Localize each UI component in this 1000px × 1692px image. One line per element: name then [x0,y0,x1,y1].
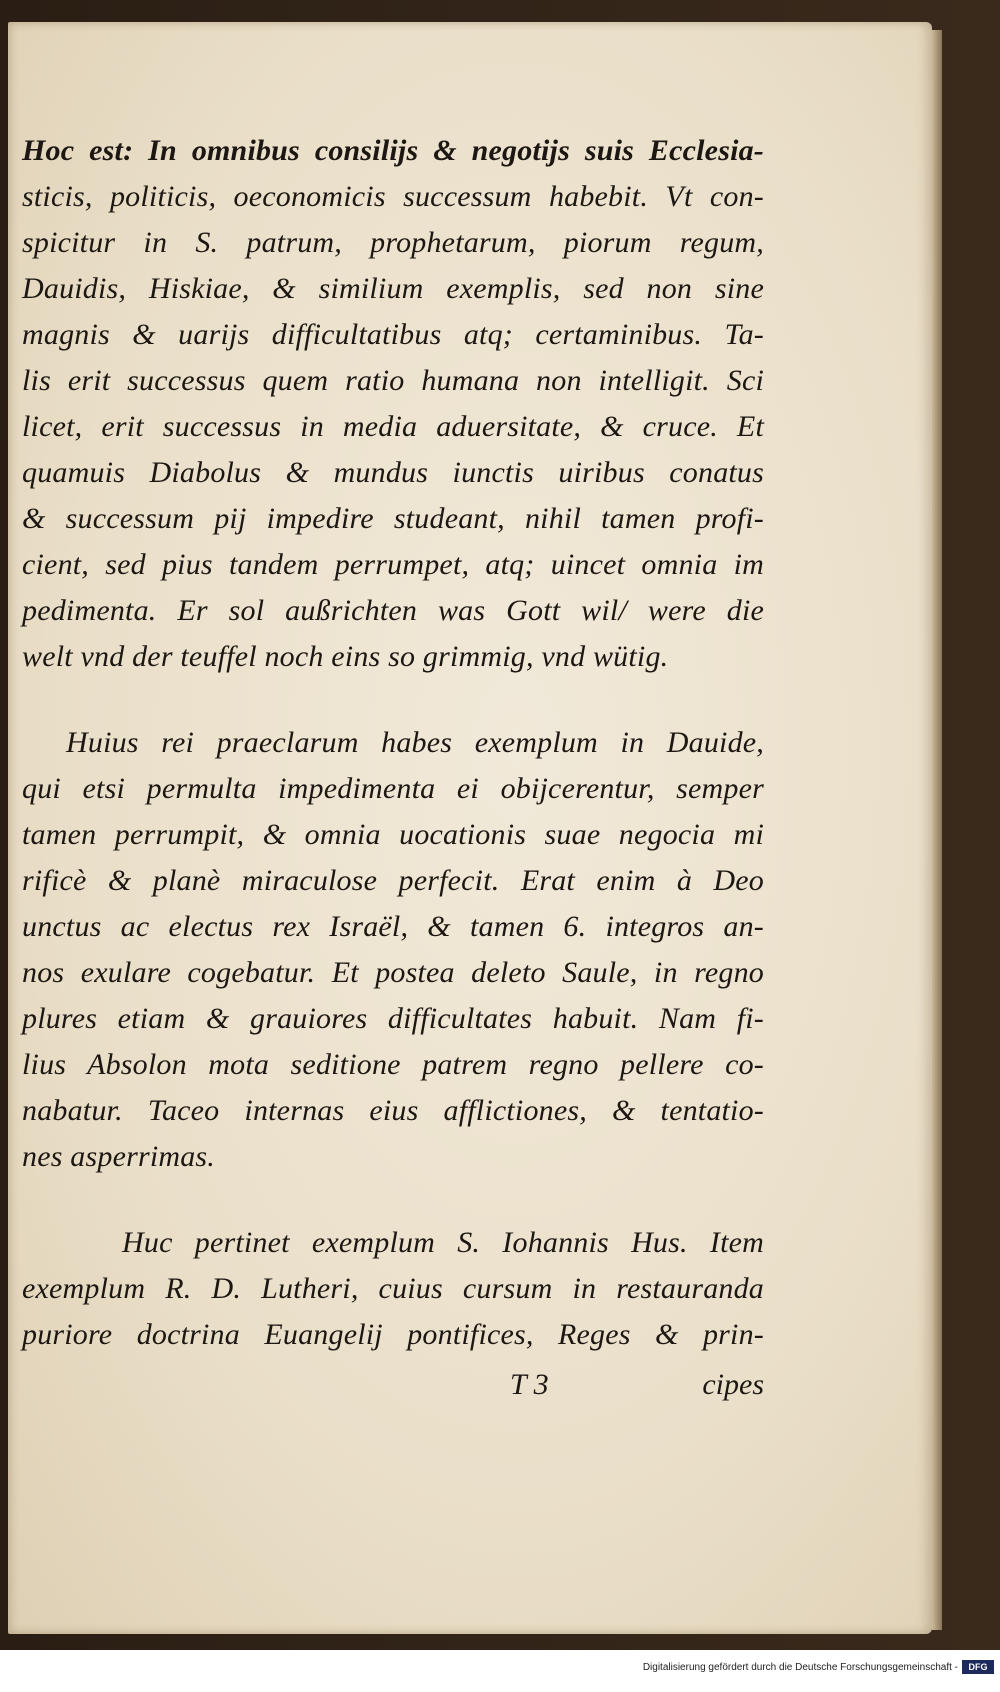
dfg-logo-icon: DFG [962,1660,994,1674]
text-line: Huius rei praeclarum habes exemplum in Dauide, [66,726,764,759]
text-block [22,128,764,1358]
text-line: & successum pij impedire studeant, nihil tamen profi- [22,502,764,535]
text-line: puriore doctrina Euangelij pontifices, Reges & prin- [22,1318,764,1351]
text-line: lius Absolon mota seditione patrem regno pellere co- [22,1048,764,1081]
text-line: welt vnd der teuffel noch eins so grimmig, vnd wütig. [22,640,669,673]
signature-row [22,1368,764,1414]
text-line: spicitur in S. patrum, prophetarum, piorum regum, [22,226,764,259]
text-line: pedimenta. Er sol außrichten was Gott wil/ were die [22,594,764,627]
text-line: quamuis Diabolus & mundus iunctis uiribus conatus [22,456,764,489]
text-line: sticis, politicis, oeconomicis successum habebit. Vt con- [22,180,764,213]
text-line: magnis & uarijs difficultatibus atq; certaminibus. Ta- [22,318,764,351]
text-line: Huc pertinet exemplum S. Iohannis Hus. Item [122,1226,764,1259]
paragraph-gap [22,680,764,720]
text-line: nos exulare cogebatur. Et postea deleto Saule, in regno [22,956,764,989]
text-line: exemplum R. D. Lutheri, cuius cursum in restauranda [22,1272,764,1305]
footer-credit: Digitalisierung gefördert durch die Deutsche Forschungsgemeinschaft - [642,1662,958,1673]
text-line: cient, sed pius tandem perrumpet, atq; uincet omnia im [22,548,764,581]
text-line: Hoc est: In omnibus consilijs & negotijs suis Ecclesia- [22,134,764,167]
text-line: qui etsi permulta impedimenta ei obijcerentur, semper [22,772,764,805]
signature-mark: T 3 [510,1368,549,1401]
text-line: Dauidis, Hiskiae, & similium exemplis, sed non sine [22,272,764,305]
text-line: tamen perrumpit, & omnia uocationis suae negocia mi [22,818,764,851]
text-line: nes asperrimas. [22,1140,216,1173]
text-line: licet, erit successus in media aduersitate, & cruce. Et [22,410,764,443]
text-line: lis erit successus quem ratio humana non intelligit. Sci [22,364,764,397]
page-edge [932,30,942,1630]
catchword: cipes [702,1368,764,1401]
text-line: nabatur. Taceo internas eius afflictiones, & tentatio- [22,1094,764,1127]
text-line: unctus ac electus rex Israël, & tamen 6. integros an- [22,910,764,943]
paragraph-gap [22,1180,764,1220]
text-line: rificè & planè miraculose perfecit. Erat enim à Deo [22,864,764,897]
text-line: plures etiam & grauiores difficultates habuit. Nam fi- [22,1002,764,1035]
footer-bar [0,1650,1000,1692]
